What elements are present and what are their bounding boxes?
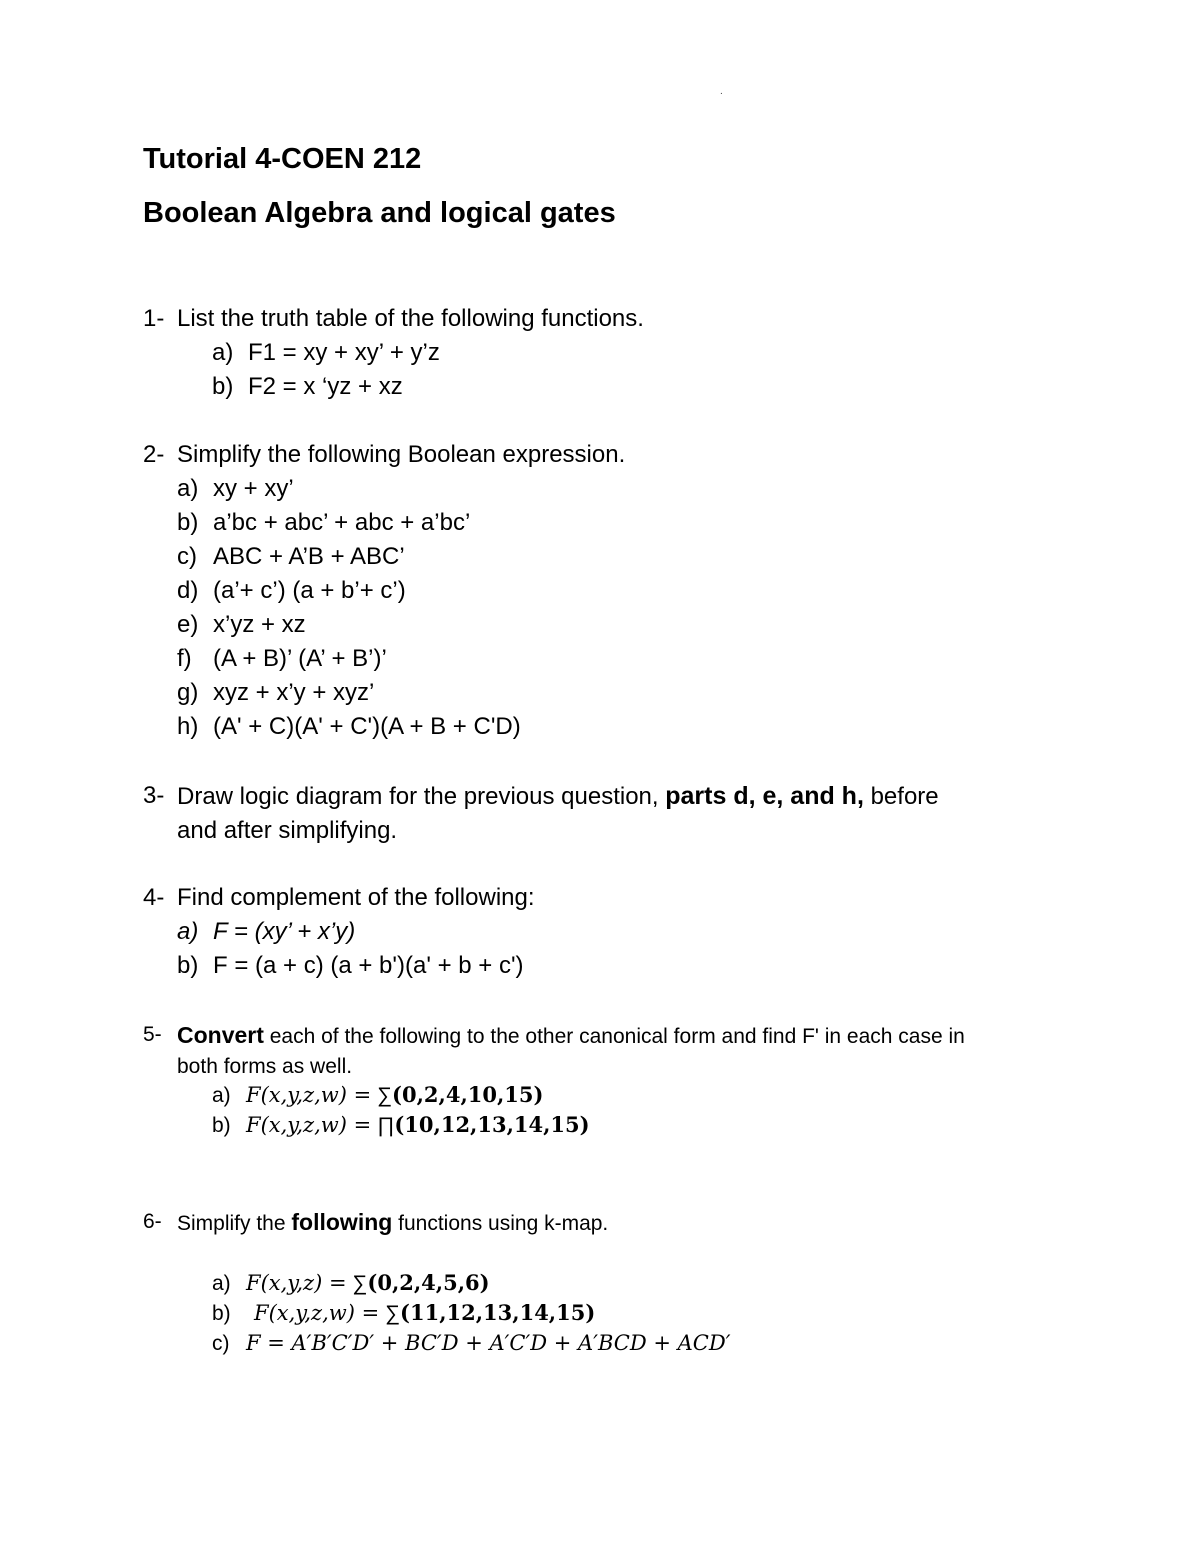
question-text-part: each of the following to the other canonical form and find F' in each case in: [269, 1025, 965, 1048]
sum-symbol: ∑: [352, 1272, 368, 1295]
item-label: e): [177, 611, 199, 638]
question-text: [177, 1207, 1103, 1239]
item-label: g): [177, 679, 199, 706]
list-item: [212, 1268, 490, 1299]
item-label: a): [212, 1084, 231, 1107]
question-text-emphasis: following: [291, 1209, 393, 1235]
question-text: [177, 1020, 1103, 1082]
list-item: [177, 915, 355, 949]
item-label: a): [177, 918, 199, 945]
question-5: [143, 1020, 1103, 1082]
question-4: [143, 881, 1103, 915]
item-label: b): [212, 1114, 231, 1137]
list-item: [212, 1110, 590, 1141]
item-label: a): [177, 475, 199, 502]
item-label: b): [177, 509, 199, 536]
question-number: 4-: [143, 884, 165, 911]
list-item: [177, 574, 406, 608]
list-item: [177, 608, 306, 642]
item-expression: F2 = x ‘yz + xz: [248, 373, 403, 400]
item-expression: F = (xy’ + x’y): [213, 918, 356, 945]
question-text: Simplify the following Boolean expression.: [177, 441, 626, 468]
sum-symbol: ∑: [377, 1084, 393, 1107]
item-expression: a’bc + abc’ + abc + a’bc’: [213, 509, 471, 536]
item-expression: F = A′B′C′D′ + BC′D + A′C′D + A′BCD + ACD′: [246, 1331, 731, 1355]
list-item: [177, 710, 521, 744]
question-text-part: before: [870, 783, 939, 810]
question-text-line2: and after simplifying.: [177, 817, 398, 844]
list-item: [212, 1328, 730, 1359]
list-item: [177, 642, 387, 676]
item-lhs: F(x,y,z) =: [246, 1271, 347, 1295]
list-item: [177, 949, 524, 983]
product-symbol: ∏: [377, 1114, 395, 1137]
item-args: (0,2,4,5,6): [367, 1270, 490, 1295]
item-expression: x’yz + xz: [213, 611, 306, 638]
item-expression: xyz + x’y + xyz’: [213, 679, 375, 706]
item-label: b): [212, 373, 234, 400]
item-args: (11,12,13,14,15): [400, 1300, 596, 1325]
question-number: 3-: [143, 782, 165, 809]
item-label: h): [177, 713, 199, 740]
list-item: [212, 336, 440, 370]
sum-symbol: ∑: [385, 1302, 401, 1325]
question-text: [177, 779, 1103, 848]
item-expression: F1 = xy + xy’ + y’z: [248, 339, 440, 366]
item-lhs: F(x,y,z,w) =: [254, 1301, 380, 1325]
item-expression: (a’+ c’) (a + b’+ c’): [213, 577, 406, 604]
item-expression: xy + xy’: [213, 475, 294, 502]
item-expression: F = (a + c) (a + b')(a' + b + c'): [213, 952, 524, 979]
item-args: (10,12,13,14,15): [394, 1112, 590, 1137]
item-args: (0,2,4,10,15): [392, 1082, 544, 1107]
item-expression: (A' + C)(A' + C')(A + B + C'D): [213, 713, 521, 740]
question-number: 5-: [143, 1023, 162, 1046]
question-number: 1-: [143, 305, 165, 332]
page-mark: .: [720, 86, 723, 97]
list-item: [212, 1298, 595, 1329]
item-label: f): [177, 645, 192, 672]
question-text-emphasis: parts d, e, and h,: [665, 782, 864, 810]
item-lhs: F(x,y,z,w) =: [246, 1083, 372, 1107]
item-expression: (A + B)’ (A’ + B’)’: [213, 645, 387, 672]
list-item: [177, 540, 405, 574]
item-lhs: F(x,y,z,w) =: [246, 1113, 372, 1137]
item-label: b): [177, 952, 199, 979]
item-expression: ABC + A’B + ABC’: [213, 543, 405, 570]
item-label: d): [177, 577, 199, 604]
document-subtitle: Boolean Algebra and logical gates: [143, 197, 616, 229]
question-1: [143, 302, 1103, 336]
question-text-part: Simplify the: [177, 1212, 286, 1235]
question-number: 6-: [143, 1210, 162, 1233]
list-item: [177, 472, 294, 506]
item-label: c): [177, 543, 197, 570]
question-6: [143, 1207, 1103, 1239]
list-item: [177, 676, 374, 710]
question-text: Find complement of the following:: [177, 884, 535, 911]
question-text-part: functions using k-map.: [398, 1212, 609, 1235]
item-label: a): [212, 1272, 231, 1295]
question-3: [143, 779, 1103, 848]
item-label: c): [212, 1332, 230, 1355]
question-text-part: Draw logic diagram for the previous question,: [177, 783, 659, 810]
question-text-emphasis: Convert: [177, 1022, 264, 1048]
list-item: [177, 506, 470, 540]
question-number: 2-: [143, 441, 165, 468]
list-item: [212, 370, 403, 404]
question-text: List the truth table of the following functions.: [177, 305, 644, 332]
document-title: Tutorial 4-COEN 212: [143, 143, 422, 175]
item-label: b): [212, 1302, 231, 1325]
item-label: a): [212, 339, 234, 366]
question-2: [143, 438, 1103, 472]
question-text-line2: both forms as well.: [177, 1055, 353, 1078]
list-item: [212, 1080, 543, 1111]
